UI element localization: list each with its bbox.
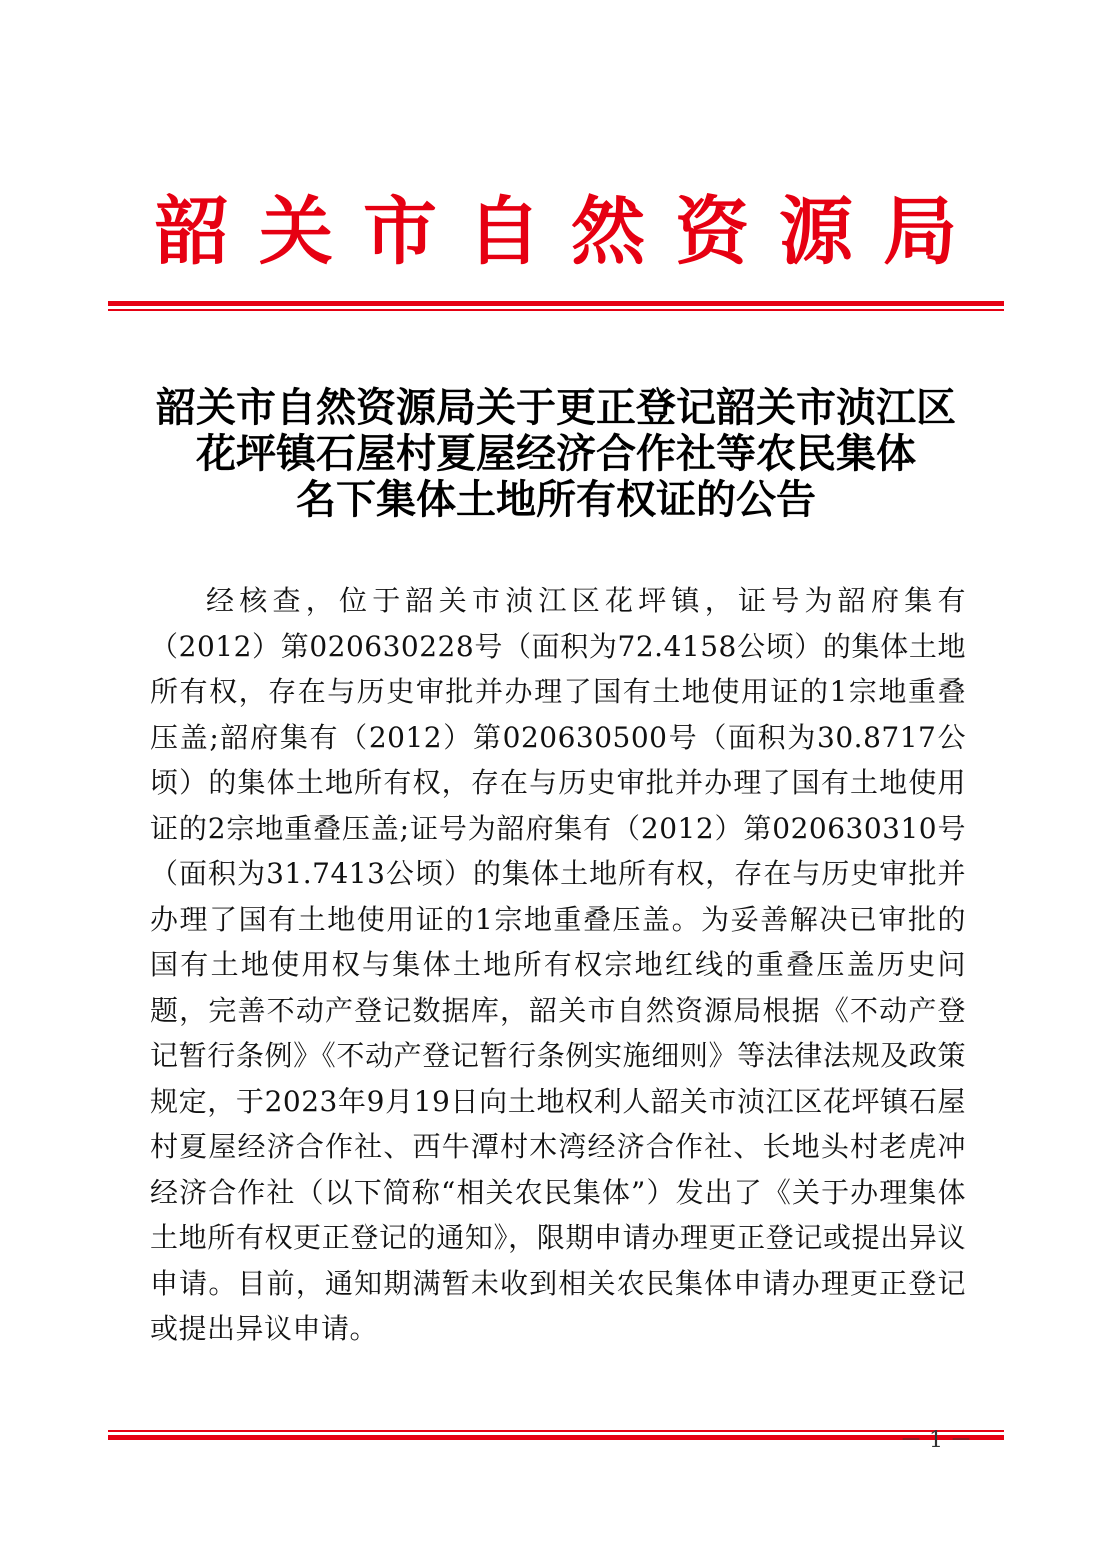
divider-thick-line <box>108 1435 1004 1440</box>
document-title <box>108 385 1004 523</box>
letterhead-org-name: 韶关市自然资源局 <box>155 189 987 275</box>
page-number: － 1 － <box>900 1428 972 1453</box>
body-paragraph: 经核查，位于韶关市浈江区花坪镇，证号为韶府集有（2012）第020630228号（面积为72.4158公顷）的集体土地所有权，存在与历史审批并办理了国有土地使用证的1宗地重叠压盖;韶府集有（2012）第020630500号（面积为30.8717公顷）的集体土地所有权，存在与历史审批并办理了国有土地使用证的2宗地重叠压盖;证号为韶府集有（2012）第020630310号（面积为31.7413公顷）的集体土地所有权，存在与历史审批并办理了国有土地使用证的1宗地重叠压盖。为妥善解决已审批的国有土地使用权与集体土地所有权宗地红线的重叠压盖历史问题，完善不动产登记数据库，韶关市自然资源局根据《不动产登记暂行条例》《不动产登记暂行条例实施细则》等法律法规及政策规定，于2023年9月19日向土地权利人韶关市浈江区花坪镇石屋村夏屋经济合作社、西牛潭村木湾经济合作社、长地头村老虎冲经济合作社（以下简称“相关农民集体”）发出了《关于办理集体土地所有权更正登记的通知》，限期申请办理更正登记或提出异议申请。目前，通知期满暂未收到相关农民集体申请办理更正登记或提出异议申请。 <box>150 584 966 1345</box>
document-title-line: 名下集体土地所有权证的公告 <box>296 476 816 523</box>
letterhead-divider <box>108 301 1004 311</box>
document-title-line: 韶关市自然资源局关于更正登记韶关市浈江区 <box>156 384 956 431</box>
document-title-line: 花坪镇石屋村夏屋经济合作社等农民集体 <box>196 430 916 477</box>
divider-thin-line <box>108 309 1004 311</box>
footer-divider <box>108 1430 1004 1440</box>
